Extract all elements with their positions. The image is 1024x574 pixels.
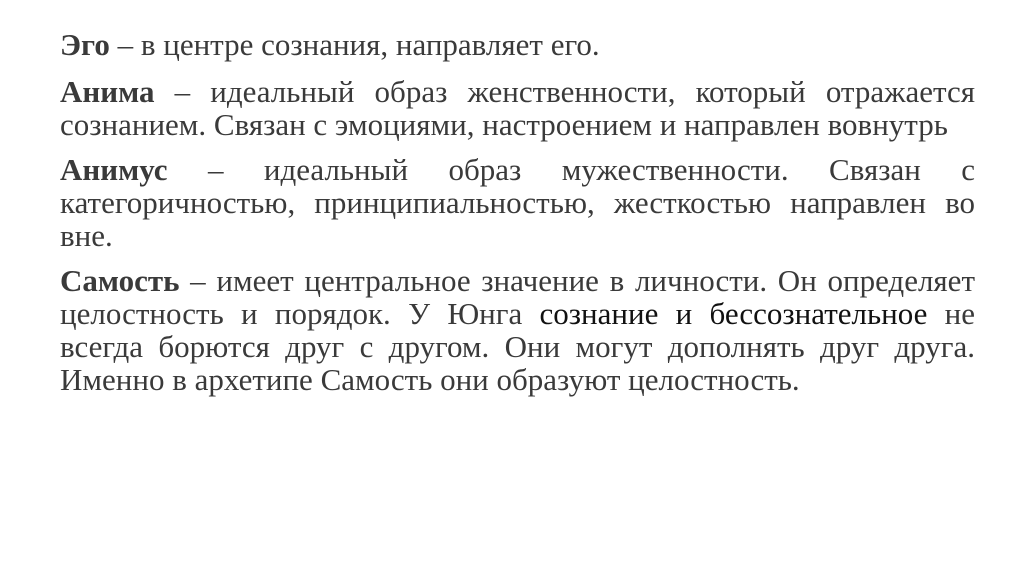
- definition-self-highlight: сознание и бессознательное: [539, 296, 928, 331]
- paragraph-self: [60, 264, 975, 396]
- term-anima: Анима: [60, 74, 155, 109]
- definition-ego: – в центре сознания, направляет его.: [109, 27, 600, 62]
- paragraph-ego: [60, 28, 975, 61]
- term-ego: Эго: [60, 27, 110, 62]
- term-animus: Анимус: [60, 152, 168, 187]
- definition-self-part1: – имеет центральное значение в личности. Он определяет целостность и порядок. У Юнга: [60, 263, 975, 331]
- definition-self-part2: не всегда борются друг с другом. Они могут дополнять друг друга. Именно в архетипе Самость они образуют целостность.: [60, 296, 975, 397]
- paragraph-anima: [60, 75, 975, 141]
- definition-animus: – идеальный образ мужественности. Связан с категоричностью, принципиальностью, жесткостью направлен во вне.: [60, 152, 975, 253]
- term-self: Самость: [60, 263, 180, 298]
- slide-content: [60, 28, 975, 408]
- definition-anima: – идеальный образ женственности, который отражается сознанием. Связан с эмоциями, настроением и направлен вовнутрь: [60, 74, 975, 142]
- paragraph-animus: [60, 153, 975, 252]
